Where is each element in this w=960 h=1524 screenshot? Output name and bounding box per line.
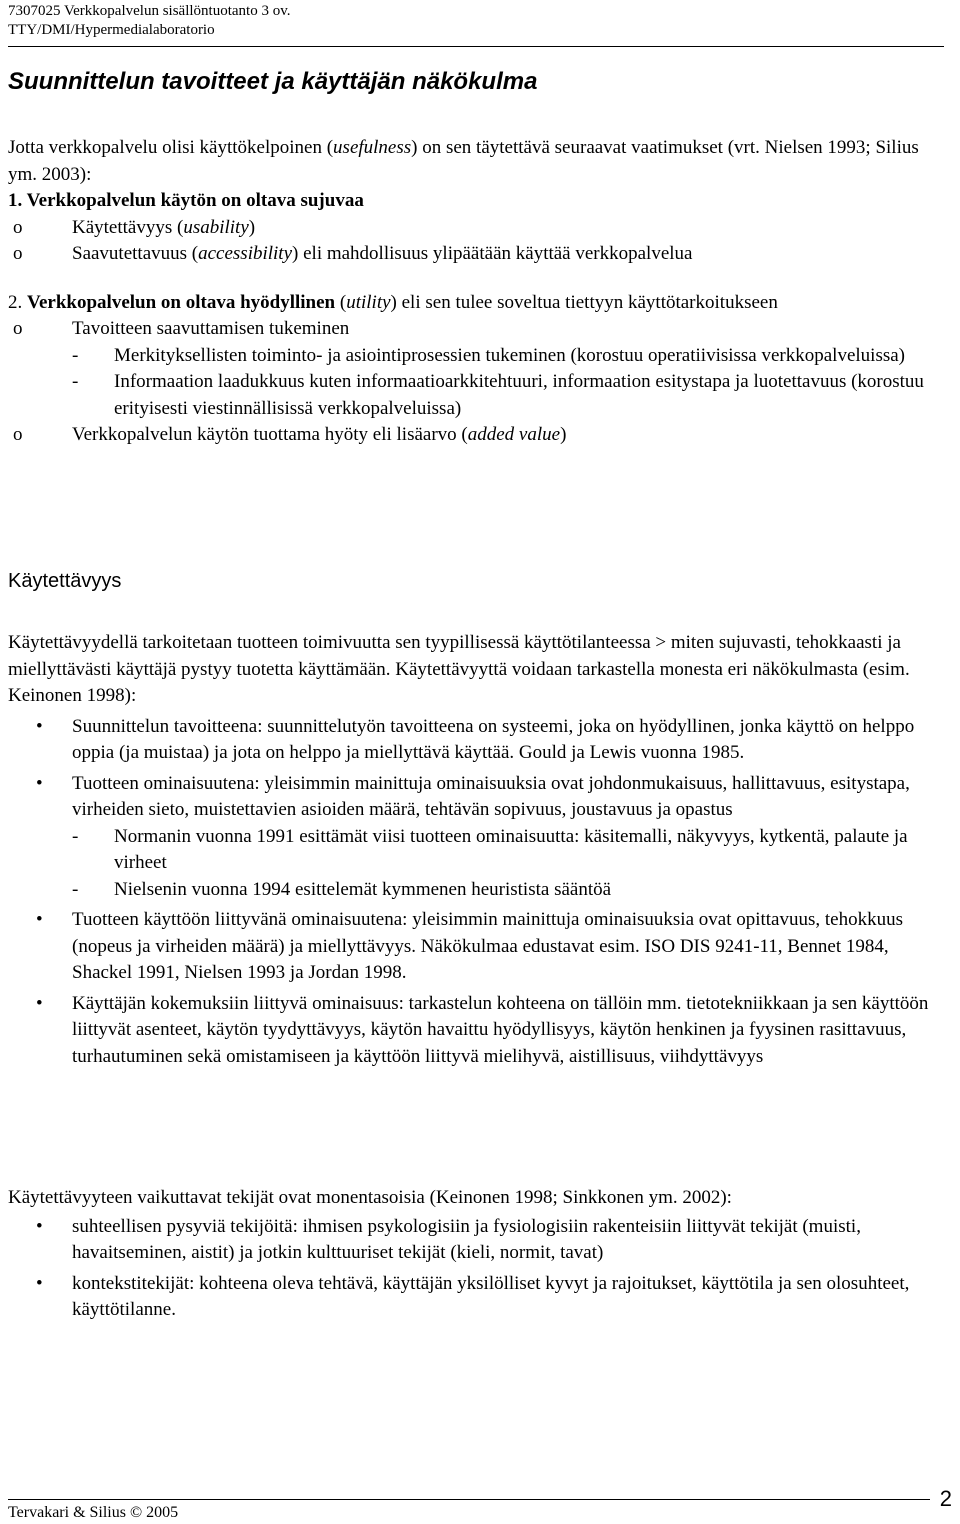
list-item: - Merkityksellisten toiminto- ja asiointiprosessien tukeminen (korostuu operatiivisissa verkkopalveluissa) [8,343,952,370]
list-item: • Suunnittelun tavoitteena: suunnittelutyön tavoitteena on systeemi, joka on hyödyllinen, jonka käyttö on helppo oppia (ja muistaa) ja jota on helppo ja miellyttävä käyttää. Gould ja Lewis vuonna 1985. [36,715,915,763]
requirements-section [8,135,952,449]
bullet-icon: • [36,992,43,1014]
list-item: o Käytettävyys (usability) [8,215,952,242]
factors-section [8,1185,952,1328]
list-item: - Nielsenin vuonna 1994 esittelemät kymmenen heuristista sääntöä [8,877,952,904]
usability-paragraph: Käytettävyydellä tarkoitetaan tuotteen toimivuutta sen tyypillisessä käyttötilanteessa > miten sujuvasti, tehokkaasti ja miellyttävästi käyttäjä pystyy tuotetta käyttämään. Käytettävyyttä voidaan tarkastella monesta eri näkökulmasta (esim. Keinonen 1998): [8,632,910,706]
dash-bullet-icon: - [72,371,79,392]
usability-section [8,630,952,1074]
list-item: - Informaation laadukkuus kuten informaatioarkkitehtuuri, informaation esitystapa ja luotettavuus (korostuu erityisesti viestinnällisissä verkkopalveluissa) [72,371,924,419]
dash-bullet-icon: - [72,344,79,366]
dash-bullet-icon: - [72,878,79,900]
department-name: TTY/DMI/Hypermedialaboratorio [8,22,215,38]
circle-bullet-icon: o [13,216,23,238]
list-item: • Käyttäjän kokemuksiin liittyvä ominaisuus: tarkastelun kohteena on tällöin mm. tietotekniikkaan ja sen käyttöön liittyvät asenteet, käytön tyydyttävyys, käytön havaittu hyödyllisyys, käytön henkinen ja fyysinen rasittavuus, turhautuminen sekä omistamiseen ja käyttöön liittyvä mielihyvä, aistillisuus, viihdyttävyys [36,992,929,1067]
list-item: o Saavutettavuus (accessibility) eli mahdollisuus ylipäätään käyttää verkkopalvelua [8,241,952,268]
list-item: • kontekstitekijät: kohteena oleva tehtävä, käyttäjän yksilölliset kyvyt ja rajoitukset, käyttötila ja sen olosuhteet, käyttötilanne. [36,1272,910,1320]
page-header [8,2,290,40]
circle-bullet-icon: o [13,243,23,264]
bullet-icon: • [36,772,43,794]
bullet-icon: • [36,1215,43,1237]
page-number: 2 [939,1486,952,1511]
bullet-icon: • [36,715,43,737]
course-code: 7307025 Verkkopalvelun sisällöntuotanto 3 ov. [8,3,291,19]
list-item: o Tavoitteen saavuttamisen tukeminen [8,316,952,343]
footer-divider [8,1499,930,1500]
factors-paragraph: Käytettävyyteen vaikuttavat tekijät ovat monentasoisia (Keinonen 1998; Sinkkonen ym. 2002): [8,1187,732,1208]
circle-bullet-icon: o [13,424,23,445]
list-item: • Tuotteen ominaisuutena: yleisimmin mainittuja ominaisuuksia ovat johdonmukaisuus, hallittavuus, esitystapa, virheiden sieto, muistettavien asioiden määrä, tehtävän sopivuus, joustavuus ja opastus [36,772,910,820]
requirement-2-heading: 2. Verkkopalvelun on oltava hyödyllinen (utility) eli sen tulee soveltua tiettyyn käyttötarkoitukseen [8,291,778,313]
section-heading: Käytettävyys [8,570,122,592]
bullet-icon: • [36,909,43,930]
header-divider [8,46,944,47]
list-item: • Tuotteen käyttöön liittyvänä ominaisuutena: yleisimmin mainittuja ominaisuuksia ovat opittavuus, tehokkuus (nopeus ja virheiden määrä) ja miellyttävyys. Näkökulmaa edustavat esim. ISO DIS 9241-11, Bennet 1984, Shackel 1991, Nielsen 1993 ja Jordan 1998. [36,909,903,983]
intro-paragraph: Jotta verkkopalvelu olisi käyttökelpoinen (usefulness) on sen täytettävä seuraavat vaatimukset (vrt. Nielsen 1993; Silius ym. 2003): [8,137,919,185]
list-item: o Verkkopalvelun käytön tuottama hyöty eli lisäarvo (added value) [8,422,952,449]
bullet-icon: • [36,1272,43,1294]
list-item: - Normanin vuonna 1991 esittämät viisi tuotteen ominaisuutta: käsitemalli, näkyvyys, kytkentä, palaute ja virheet [72,825,908,873]
page-title: Suunnittelun tavoitteet ja käyttäjän näkökulma [8,68,538,95]
dash-bullet-icon: - [72,825,79,847]
requirement-1-heading: 1. Verkkopalvelun käytön on oltava sujuvaa [8,190,364,211]
footer-copyright: Tervakari & Silius © 2005 [8,1504,179,1521]
list-item: • suhteellisen pysyviä tekijöitä: ihmisen psykologisiin ja fysiologisiin rakenteisiin liittyvät tekijät (muisti, havaitseminen, aistit) ja jotkin kulttuuriset tekijät (kieli, normit, tavat) [36,1215,861,1263]
circle-bullet-icon: o [13,318,23,339]
